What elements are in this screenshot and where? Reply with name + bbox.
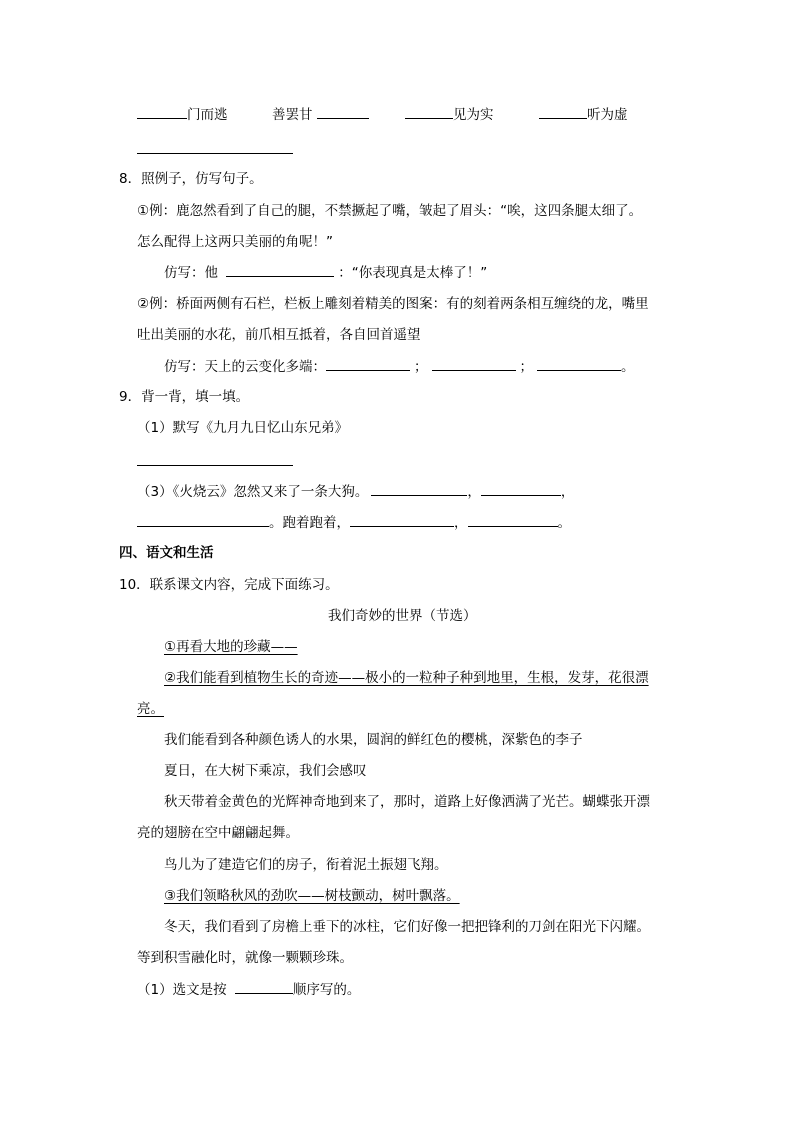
- imitation-text: ：“你表现真是太棒了！”: [338, 265, 488, 281]
- sub-question: 。跑着跑着，: [269, 515, 350, 531]
- example-text: ①例：鹿忽然看到了自己的腿，不禁撅起了嘴，皱起了眉头：“唉，这四条腿太细了。: [137, 203, 643, 219]
- question-title: 9．背一背，填一填。: [119, 389, 250, 405]
- example-text: 怎么配得上这两只美丽的角呢！”: [137, 234, 333, 250]
- idiom-text: 门而逃: [187, 107, 228, 123]
- sub-question: （1）默写《九月九日忆山东兄弟》: [137, 420, 349, 436]
- passage-paragraph: 亮的翅膀在空中翩翩起舞。: [137, 825, 299, 841]
- answer-blank[interactable]: [137, 512, 269, 527]
- passage-paragraph: 我们能看到各种颜色诱人的水果，圆润的鲜红色的樱桃，深紫色的李子: [164, 732, 583, 748]
- sub-question-row: [137, 979, 360, 1000]
- separator: ；: [414, 359, 428, 375]
- idiom-row: [405, 104, 494, 125]
- answer-line[interactable]: [137, 153, 293, 154]
- answer-blank[interactable]: [235, 979, 293, 994]
- answer-blank[interactable]: [537, 356, 621, 371]
- passage-paragraph: ③我们领略秋风的劲吹——树枝颤动，树叶飘落。: [164, 888, 460, 904]
- sub-question: （1）选文是按: [137, 982, 227, 998]
- passage-paragraph: 鸟儿为了建造它们的房子，衔着泥土振翅飞翔。: [164, 857, 448, 873]
- idiom-text: 见为实: [453, 107, 494, 123]
- answer-blank[interactable]: [432, 356, 516, 371]
- answer-blank[interactable]: [468, 512, 558, 527]
- sub-question: 顺序写的。: [292, 982, 361, 998]
- answer-blank[interactable]: [137, 104, 187, 119]
- section-heading: 四、语文和生活: [119, 545, 214, 561]
- period: 。: [621, 359, 635, 375]
- example-text: 吐出美丽的水花，前爪相互抵着，各自回首遥望: [137, 327, 421, 343]
- passage-paragraph: 亮。: [137, 701, 164, 717]
- answer-blank[interactable]: [350, 512, 454, 527]
- passage-paragraph: 冬天，我们看到了房檐上垂下的冰柱，它们好像一把把锋利的刀剑在阳光下闪耀。: [164, 919, 650, 935]
- answer-blank[interactable]: [226, 262, 334, 277]
- imitation-row: [164, 356, 635, 377]
- imitation-label: 仿写：天上的云变化多端：: [164, 359, 326, 375]
- idiom-text: 善罢甘: [272, 107, 313, 123]
- period: 。: [557, 515, 571, 531]
- idiom-text: 听为虚: [587, 107, 628, 123]
- answer-blank[interactable]: [539, 104, 587, 119]
- answer-blank[interactable]: [371, 481, 467, 496]
- question-title: 8．照例子，仿写句子。: [119, 171, 263, 187]
- comma: ，: [454, 515, 468, 531]
- answer-blank[interactable]: [405, 104, 453, 119]
- sub-question-row: [137, 512, 571, 533]
- passage-paragraph: 夏日，在大树下乘凉，我们会感叹: [164, 763, 367, 779]
- idiom-row: [539, 104, 628, 125]
- question-title: 10．联系课文内容，完成下面练习。: [119, 577, 339, 593]
- passage-paragraph: ①再看大地的珍藏——: [164, 639, 298, 655]
- example-text: ②例：桥面两侧有石栏，栏板上雕刻着精美的图案：有的刻着两条相互缠绕的龙，嘴里: [137, 296, 649, 312]
- passage-paragraph: 秋天带着金黄色的光辉神奇地到来了，那时，道路上好像洒满了光芒。蝴蝶张开漂: [164, 794, 650, 810]
- idiom-row: [137, 104, 228, 125]
- idiom-row: [272, 104, 369, 125]
- answer-blank[interactable]: [317, 104, 369, 119]
- answer-blank[interactable]: [481, 481, 561, 496]
- answer-blank[interactable]: [326, 356, 410, 371]
- comma: ，: [467, 484, 481, 500]
- imitation-label: 仿写：他: [164, 265, 218, 281]
- separator: ；: [519, 359, 533, 375]
- comma: ，: [560, 484, 575, 500]
- passage-paragraph: 等到积雪融化时，就像一颗颗珍珠。: [137, 950, 353, 966]
- sub-question: （3）《火烧云》忽然又来了一条大狗。: [137, 484, 369, 500]
- answer-line[interactable]: [137, 465, 293, 466]
- passage-title: 我们奇妙的世界（节选）: [328, 608, 477, 624]
- imitation-row: [164, 262, 487, 283]
- passage-paragraph: ②我们能看到植物生长的奇迹——极小的一粒种子种到地里，生根，发芽，花很漂: [164, 670, 649, 686]
- sub-question-row: [137, 481, 574, 502]
